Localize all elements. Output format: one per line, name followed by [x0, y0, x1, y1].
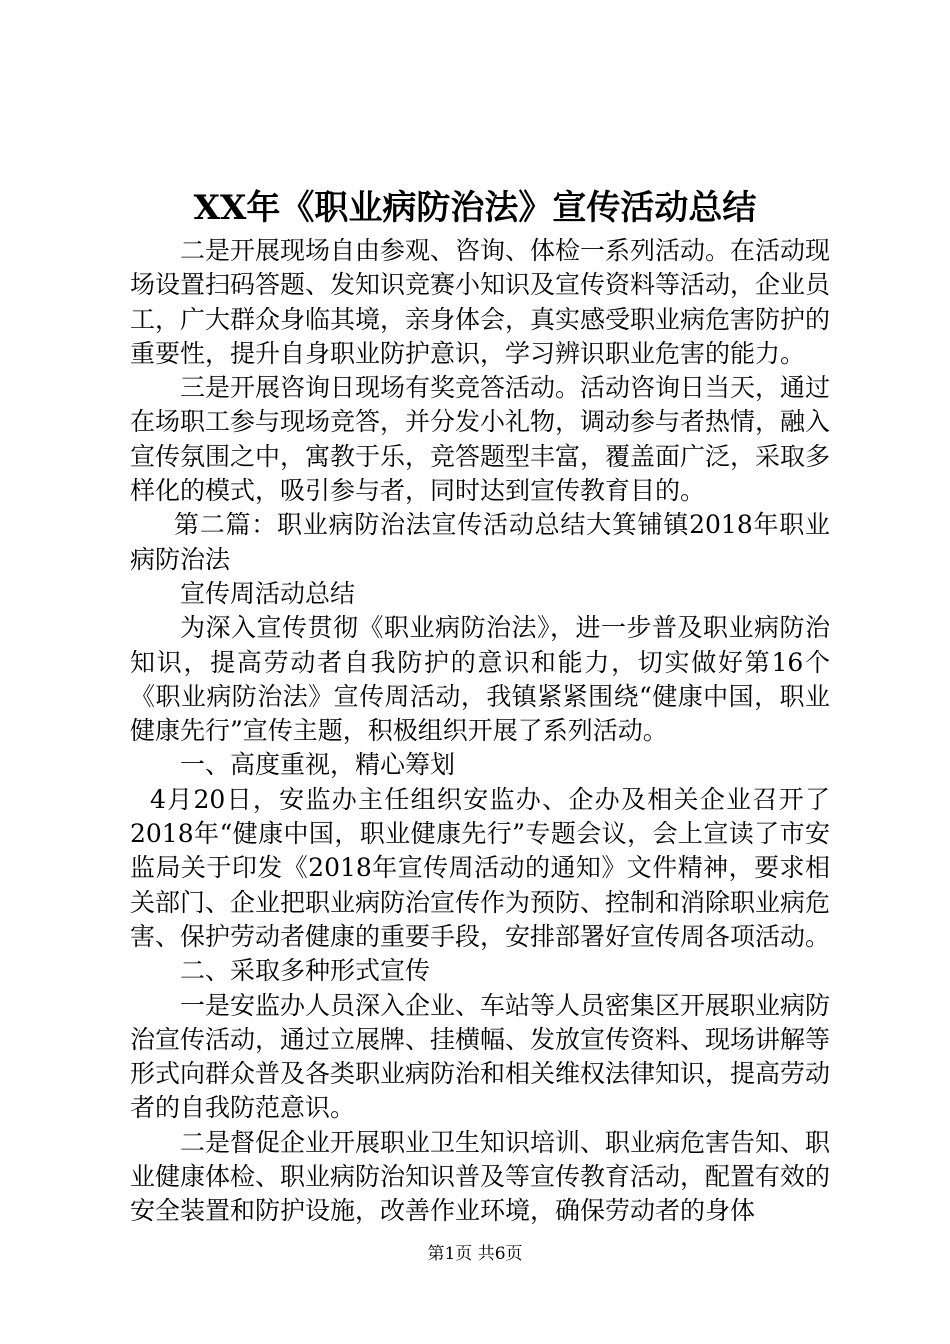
paragraph: 4月20日，安监办主任组织安监办、企办及相关企业召开了2018年“健康中国，职业健康先行”专题会议，会上宣读了市安监局关于印发《2018年宣传周活动的通知》文件精神，要求相关部门、企业把职业病防治宣传作为预防、控制和消除职业病危害、保护劳动者健康的重要手段，安排部署好宣传周各项活动。 [130, 784, 831, 951]
paragraph: 一是安监办人员深入企业、车站等人员密集区开展职业病防治宣传活动，通过立展牌、挂横幅、发放宣传资料、现场讲解等形式向群众普及各类职业病防治和相关维权法律知识，提高劳动者的自我防范意识。 [130, 990, 831, 1123]
paragraph: 第二篇：职业病防治法宣传活动总结大箕铺镇2018年职业病防治法 [130, 510, 830, 574]
page-footer: 第1页 共6页 [427, 1244, 523, 1264]
paragraph: 二是督促企业开展职业卫生知识培训、职业病危害告知、职业健康体检、职业病防治知识普及等宣传教育活动，配置有效的安全装置和防护设施，改善作业环境，确保劳动者的身体 [130, 1127, 831, 1226]
section-heading: 一、高度重视，精心筹划 [180, 750, 456, 780]
paragraph: 二是开展现场自由参观、咨询、体检一系列活动。在活动现场设置扫码答题、发知识竞赛小知识及宣传资料等活动，企业员工，广大群众身临其境，亲身体会，真实感受职业病危害防护的重要性，提升自身职业防护意识，学习辨识职业危害的能力。 [130, 236, 831, 368]
document-title: XX年《职业病防治法》宣传活动总结 [193, 188, 757, 228]
paragraph: 宣传周活动总结 [180, 578, 356, 608]
paragraph: 为深入宣传贯彻《职业病防治法》，进一步普及职业病防治知识，提高劳动者自我防护的意识和能力，切实做好第16个《职业病防治法》宣传周活动，我镇紧紧围绕“健康中国，职业健康先行”宣传主题，积极组织开展了系列活动。 [130, 613, 830, 746]
section-heading: 二、采取多种形式宣传 [180, 956, 431, 986]
document-body [130, 234, 830, 1229]
paragraph: 三是开展咨询日现场有奖竞答活动。活动咨询日当天，通过在场职工参与现场竞答，并分发小礼物，调动参与者热情，融入宣传氛围之中，寓教于乐，竞答题型丰富，覆盖面广泛，采取多样化的模式，吸引参与者，同时达到宣传教育目的。 [130, 373, 831, 506]
